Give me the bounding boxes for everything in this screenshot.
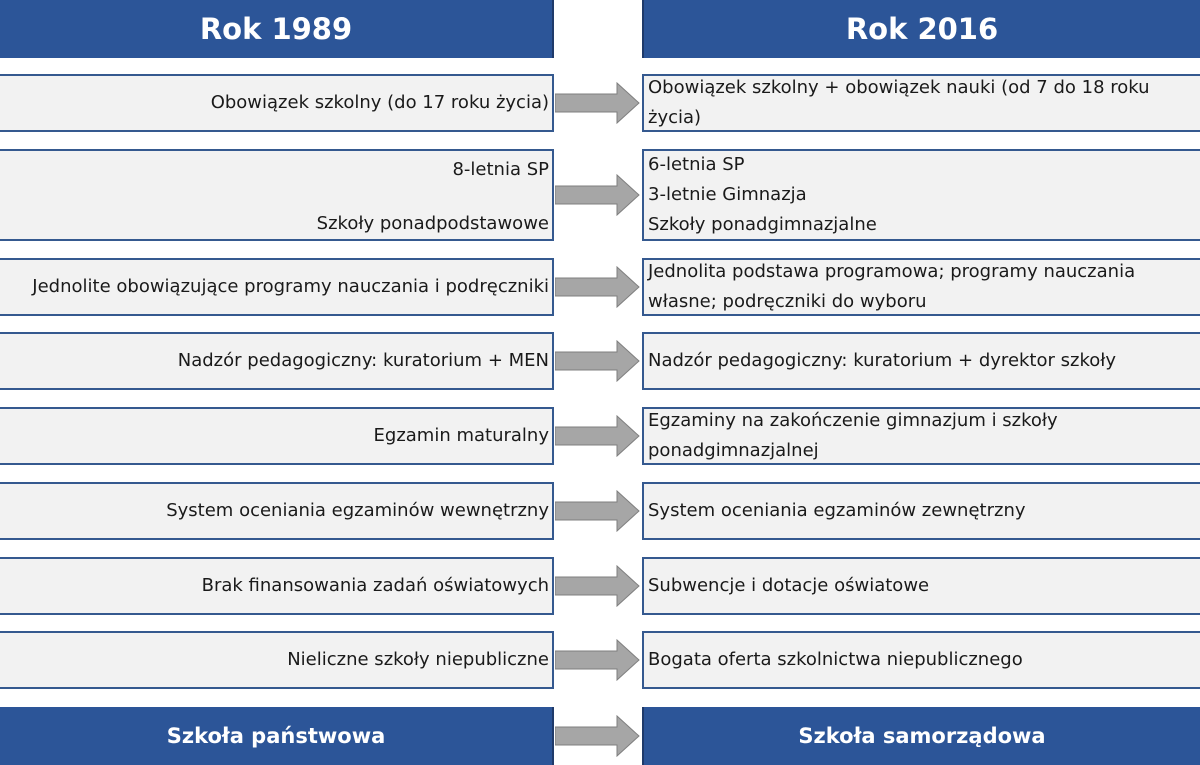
row-7-2016-text: Subwencje i dotacje oświatowe	[648, 575, 930, 596]
arrow-right-icon	[555, 490, 641, 532]
row-5-2016-text: Egzaminy na zakończenie gimnazjum i szkoły ponadgimnazjalnej	[648, 410, 1058, 461]
row-4-2016-text: Nadzór pedagogiczny: kuratorium + dyrektor szkoły	[648, 350, 1117, 371]
arrow-right-icon	[555, 715, 641, 757]
row-3-2016-text: Jednolita podstawa programowa; programy nauczania własne; podręczniki do wyboru	[648, 261, 1136, 312]
row-4-1989	[0, 332, 554, 390]
row-7-2016	[642, 557, 1200, 615]
row-2-2016	[642, 149, 1200, 241]
row-6-1989	[0, 482, 554, 540]
arrow-right-icon	[555, 565, 641, 607]
row-5-2016	[642, 407, 1200, 465]
row-8-1989	[0, 631, 554, 689]
row-8-2016-text: Bogata oferta szkolnictwa niepublicznego	[648, 649, 1023, 670]
arrow-right-icon	[555, 174, 641, 216]
row-3-2016	[642, 258, 1200, 316]
header-rok-1989: Rok 1989	[0, 0, 554, 58]
arrow-right-icon	[555, 415, 641, 457]
footer-szkola-panstwowa: Szkoła państwowa	[0, 707, 554, 765]
row-2-1989	[0, 149, 554, 241]
row-7-1989-text: Brak finansowania zadań oświatowych	[201, 575, 549, 596]
row-7-1989	[0, 557, 554, 615]
row-3-1989	[0, 258, 554, 316]
row-4-2016	[642, 332, 1200, 390]
header-rok-2016: Rok 2016	[642, 0, 1200, 58]
arrow-right-icon	[555, 266, 641, 308]
arrow-right-icon	[555, 639, 641, 681]
row-2-1989-text: Szkoły ponadpodstawowe	[316, 213, 549, 234]
row-2-1989-text: 8-letnia SP	[452, 159, 549, 180]
row-6-2016-text: System oceniania egzaminów zewnętrzny	[648, 500, 1026, 521]
row-8-2016	[642, 631, 1200, 689]
row-1-2016	[642, 74, 1200, 132]
row-5-1989	[0, 407, 554, 465]
footer-szkola-samorzadowa: Szkoła samorządowa	[642, 707, 1200, 765]
row-2-2016-text: 6-letnia SP	[648, 154, 745, 175]
row-6-1989-text: System oceniania egzaminów wewnętrzny	[166, 500, 549, 521]
row-1-1989	[0, 74, 554, 132]
row-4-1989-text: Nadzór pedagogiczny: kuratorium + MEN	[177, 350, 549, 371]
row-3-1989-text: Jednolite obowiązujące programy nauczania i podręczniki	[32, 276, 549, 297]
row-2-2016-text: Szkoły ponadgimnazjalne	[648, 214, 877, 235]
row-8-1989-text: Nieliczne szkoły niepubliczne	[287, 649, 549, 670]
row-6-2016	[642, 482, 1200, 540]
row-2-2016-text: 3-letnie Gimnazja	[648, 184, 807, 205]
row-5-1989-text: Egzamin maturalny	[373, 425, 549, 446]
arrow-right-icon	[555, 340, 641, 382]
row-1-1989-text: Obowiązek szkolny (do 17 roku życia)	[210, 92, 549, 113]
arrow-right-icon	[555, 82, 641, 124]
row-1-2016-text: Obowiązek szkolny + obowiązek nauki (od 7 do 18 roku życia)	[648, 77, 1150, 128]
